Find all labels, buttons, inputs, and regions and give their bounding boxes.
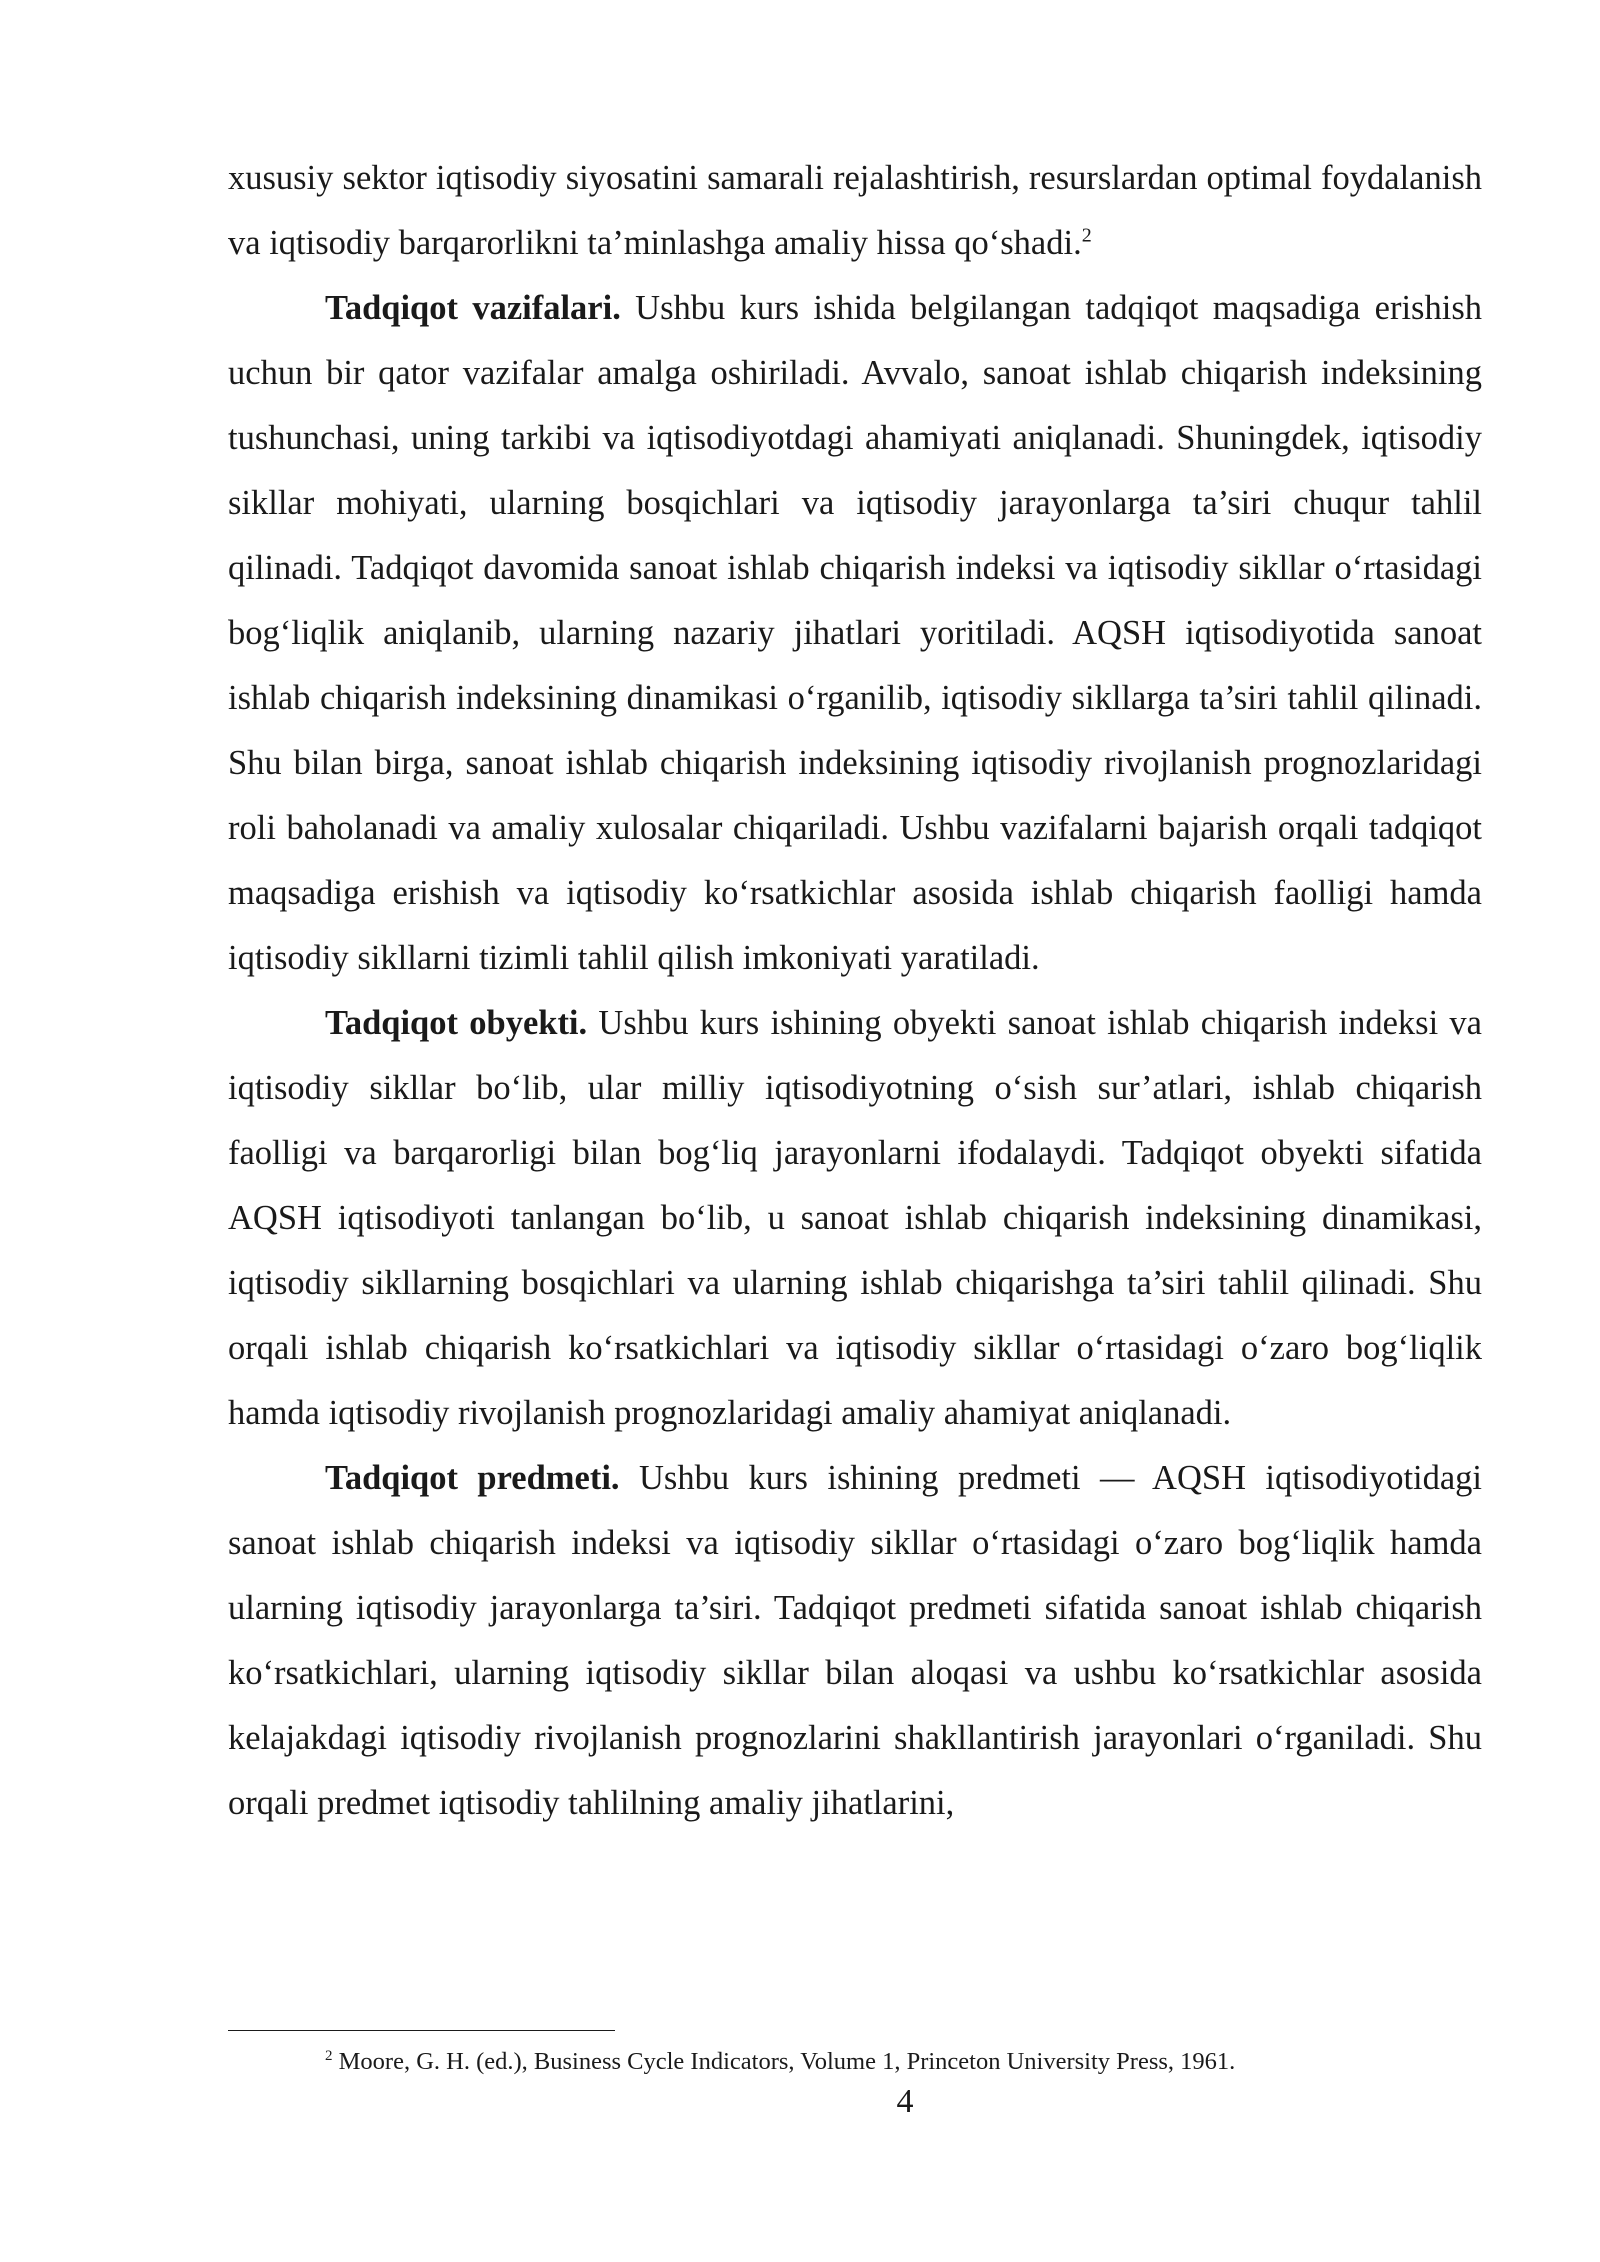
footnote-number: 2: [325, 2047, 333, 2064]
paragraph-research-object: [228, 991, 1482, 1446]
paragraph-text: Ushbu kurs ishining predmeti — AQSH iqtisodiyotidagi sanoat ishlab chiqarish indeksi va iqtisodiy sikllar o‘rtasidagi o‘zaro bog‘liqlik hamda ularning iqtisodiy jarayonlarga ta’siri. Tadqiqot predmeti sifatida sanoat ishlab chiqarish ko‘rsatkichlari, ularning iqtisodiy sikllar bilan aloqasi va ushbu ko‘rsatkichlar asosida kelajakdagi iqtisodiy rivojlanish prognozlarini shakllantirish jarayonlari o‘rganiladi. Shu orqali predmet iqtisodiy tahlilning amaliy jihatlarini,: [228, 1459, 1483, 1822]
paragraph-heading: Tadqiqot predmeti.: [325, 1459, 620, 1497]
paragraph-heading: Tadqiqot obyekti.: [325, 1004, 588, 1042]
footnote-reference: 2: [1081, 224, 1092, 247]
paragraph-text: xususiy sektor iqtisodiy siyosatini samarali rejalashtirish, resurslardan optimal foydalanish va iqtisodiy barqarorlikni ta’minlashga amaliy hissa qo‘shadi.: [228, 159, 1482, 262]
paragraph-continuation: [228, 146, 1482, 276]
paragraph-text: Ushbu kurs ishida belgilangan tadqiqot maqsadiga erishish uchun bir qator vazifalar amalga oshiriladi. Avvalo, sanoat ishlab chiqarish indeksining tushunchasi, uning tarkibi va iqtisodiyotdagi ahamiyati aniqlanadi. Shuningdek, iqtisodiy sikllar mohiyati, ularning bosqichlari va iqtisodiy jarayonlarga ta’siri chuqur tahlil qilinadi. Tadqiqot davomida sanoat ishlab chiqarish indeksi va iqtisodiy sikllar o‘rtasidagi bog‘liqlik aniqlanib, ularning nazariy jihatlari yoritiladi. AQSH iqtisodiyotida sanoat ishlab chiqarish indeksining dinamikasi o‘rganilib, iqtisodiy sikllarga ta’siri tahlil qilinadi. Shu bilan birga, sanoat ishlab chiqarish indeksining iqtisodiy rivojlanish prognozlaridagi roli baholanadi va amaliy xulosalar chiqariladi. Ushbu vazifalarni bajarish orqali tadqiqot maqsadiga erishish va iqtisodiy ko‘rsatkichlar asosida ishlab chiqarish faolligi hamda iqtisodiy sikllarni tizimli tahlil qilish imkoniyati yaratiladi.: [228, 289, 1482, 977]
body-text: [228, 146, 1482, 1836]
footnote-text: Moore, G. H. (ed.), Business Cycle Indicators, Volume 1, Princeton University Press, 1961.: [338, 2048, 1236, 2075]
paragraph-text: Ushbu kurs ishining obyekti sanoat ishlab chiqarish indeksi va iqtisodiy sikllar bo‘lib, ular milliy iqtisodiyotning o‘sish sur’atlari, ishlab chiqarish faolligi va barqarorligi bilan bog‘liq jarayonlarni ifodalaydi. Tadqiqot obyekti sifatida AQSH iqtisodiyoti tanlangan bo‘lib, u sanoat ishlab chiqarish indeksining dinamikasi, iqtisodiy sikllarning bosqichlari va ularning ishlab chiqarishga ta’siri tahlil qilinadi. Shu orqali ishlab chiqarish ko‘rsatkichlari va iqtisodiy sikllar o‘rtasidagi o‘zaro bog‘liqlik hamda iqtisodiy rivojlanish prognozlaridagi amaliy ahamiyat aniqlanadi.: [228, 1004, 1482, 1432]
page-number: 4: [896, 2083, 914, 2120]
paragraph-research-tasks: [228, 276, 1482, 991]
footnote-separator: [228, 2030, 615, 2031]
footnote: [325, 2046, 1485, 2078]
paragraph-heading: Tadqiqot vazifalari.: [325, 289, 621, 327]
paragraph-research-subject: [228, 1446, 1482, 1836]
